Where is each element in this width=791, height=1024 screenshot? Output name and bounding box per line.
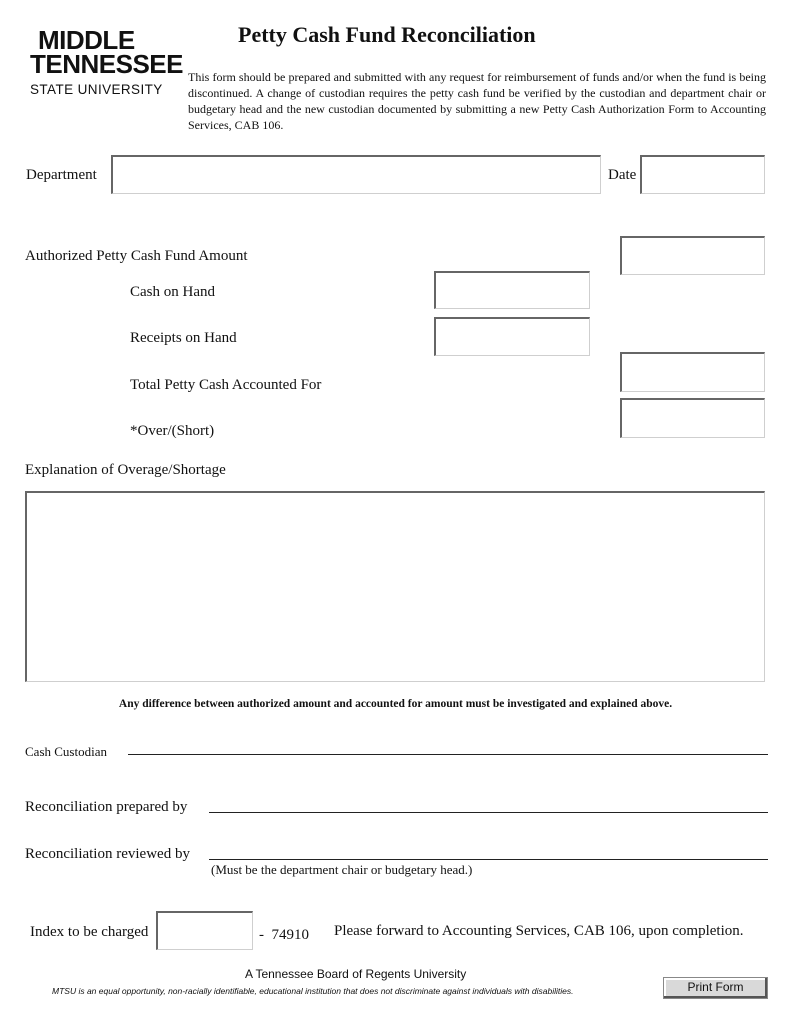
logo-line-3: STATE UNIVERSITY bbox=[30, 82, 163, 97]
footer-eeo-statement: MTSU is an equal opportunity, non-racially identifiable, educational institution that does not discriminate against individuals with disabilities. bbox=[52, 986, 574, 996]
over-short-label: *Over/(Short) bbox=[130, 423, 215, 439]
logo-line-1: MIDDLE bbox=[38, 25, 135, 55]
reviewed-by-signature-line[interactable] bbox=[209, 859, 768, 860]
department-label: Department bbox=[26, 167, 97, 183]
total-accounted-label: Total Petty Cash Accounted For bbox=[130, 377, 322, 393]
reviewed-by-note: (Must be the department chair or budgetary head.) bbox=[211, 862, 473, 877]
total-accounted-input[interactable] bbox=[620, 352, 765, 392]
receipts-on-hand-input[interactable] bbox=[434, 317, 590, 356]
footer-tbr: A Tennessee Board of Regents University bbox=[245, 967, 467, 981]
prepared-by-signature-line[interactable] bbox=[209, 812, 768, 813]
reviewed-by-label: Reconciliation reviewed by bbox=[25, 846, 190, 862]
index-label: Index to be charged bbox=[30, 924, 149, 940]
university-logo bbox=[30, 25, 183, 97]
receipts-on-hand-label: Receipts on Hand bbox=[130, 330, 237, 346]
index-suffix: - 74910 bbox=[259, 927, 309, 943]
over-short-input[interactable] bbox=[620, 398, 765, 438]
intro-text: This form should be prepared and submitted with any request for reimbursement of funds and/or when the fund is being discontinued. A change of custodian requires the petty cash fund be verified by the custodian and department chair or budgetary head and the new custodian documented by submitting a new Petty Cash Authorization Form to Accounting Services, CAB 106. bbox=[188, 70, 766, 132]
page-title: Petty Cash Fund Reconciliation bbox=[238, 22, 536, 47]
difference-note: Any difference between authorized amount and accounted for amount must be investigated and explained above. bbox=[118, 698, 673, 710]
logo-line-2: TENNESSEE bbox=[30, 49, 183, 79]
cash-on-hand-label: Cash on Hand bbox=[130, 284, 215, 300]
date-input[interactable] bbox=[640, 155, 765, 194]
prepared-by-label: Reconciliation prepared by bbox=[25, 799, 188, 815]
date-label: Date bbox=[608, 167, 637, 183]
authorized-amount-label: Authorized Petty Cash Fund Amount bbox=[25, 248, 248, 264]
forward-note: Please forward to Accounting Services, CAB 106, upon completion. bbox=[334, 923, 744, 939]
explanation-label: Explanation of Overage/Shortage bbox=[25, 462, 226, 478]
explanation-textarea[interactable] bbox=[25, 491, 765, 682]
index-input[interactable] bbox=[156, 911, 253, 950]
print-form-button[interactable]: Print Form bbox=[663, 977, 768, 999]
department-input[interactable] bbox=[111, 155, 601, 194]
cash-custodian-label: Cash Custodian bbox=[25, 744, 107, 759]
cash-custodian-signature-line[interactable] bbox=[128, 754, 768, 755]
cash-on-hand-input[interactable] bbox=[434, 271, 590, 309]
authorized-amount-input[interactable] bbox=[620, 236, 765, 275]
